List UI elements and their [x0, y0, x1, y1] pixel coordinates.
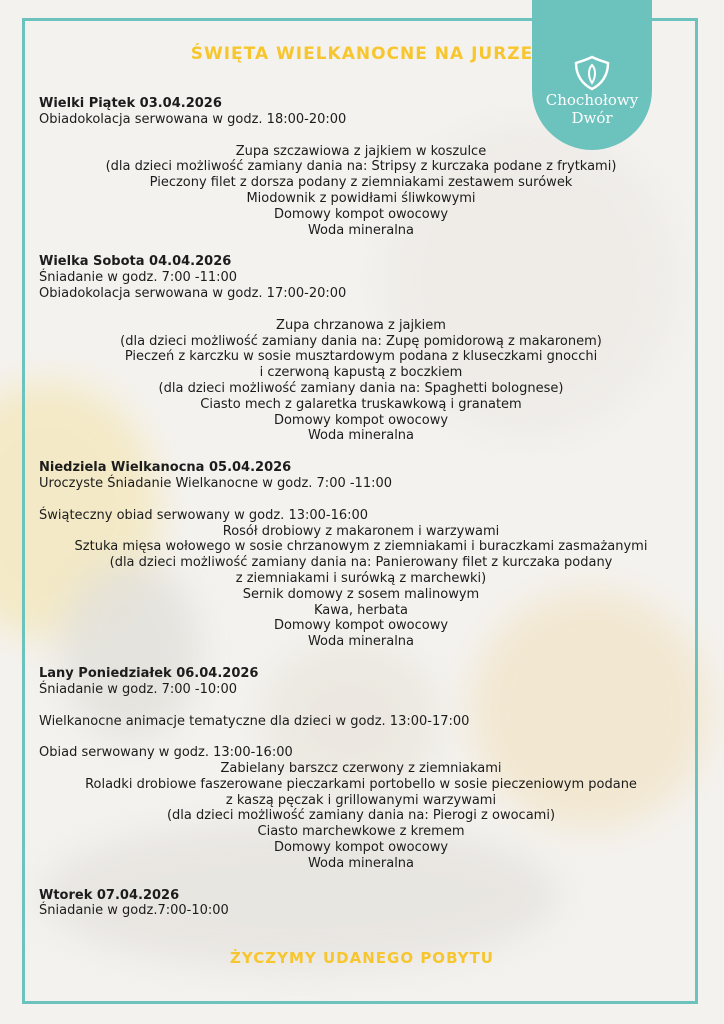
menu-item: Sztuka mięsa wołowego w sosie chrzanowym z ziemniakami i buraczkami zasmażanymi — [74, 539, 648, 555]
brand-name-line1: Chochołowy — [545, 91, 639, 109]
menu-item: Woda mineralna — [307, 428, 415, 444]
day-heading: Wielka Sobota 04.04.2026 — [39, 254, 232, 270]
menu-item: i czerwoną kapustą z boczkiem — [259, 365, 463, 381]
menu-item: Sernik domowy z sosem malinowym — [242, 586, 480, 602]
page-title: ŚWIĘTA WIELKANOCNE NA JURZE — [190, 44, 534, 64]
meal-time: Obiad serwowany w godz. 13:00-16:00 — [39, 745, 293, 761]
meal-time: Świąteczny obiad serwowany w godz. 13:00-16:00 — [39, 507, 369, 523]
menu-item: Ciasto marchewkowe z kremem — [257, 824, 465, 840]
meal-time: Obiadokolacja serwowana w godz. 17:00-20:00 — [39, 285, 347, 301]
menu-item: Rosół drobiowy z makaronem i warzywami — [222, 523, 500, 539]
day-heading: Niedziela Wielkanocna 05.04.2026 — [39, 460, 292, 476]
animations-info: Wielkanocne animacje tematyczne dla dzieci w godz. 13:00-17:00 — [39, 713, 470, 729]
menu-item: Pieczeń z karczku w sosie musztardowym podana z kluseczkami gnocchi — [124, 349, 598, 365]
menu-item: Domowy kompot owocowy — [273, 840, 449, 856]
menu-item: Pieczony filet z dorsza podany z ziemniakami zestawem surówek — [149, 175, 573, 191]
menu-item: Kawa, herbata — [314, 602, 408, 618]
menu-item: (dla dzieci możliwość zamiany dania na: Zupę pomidorową z makaronem) — [120, 333, 602, 349]
menu-item: (dla dzieci możliwość zamiany dania na: Stripsy z kurczaka podane z frytkami) — [105, 159, 617, 175]
menu-item: Zabielany barszcz czerwony z ziemniakami — [220, 761, 502, 777]
meal-time: Śniadanie w godz. 7:00 -11:00 — [39, 270, 238, 286]
menu-item: Domowy kompot owocowy — [273, 618, 449, 634]
day-heading: Wtorek 07.04.2026 — [39, 887, 180, 903]
menu-item: z kaszą pęczak i grillowanymi warzywami — [225, 792, 497, 808]
day-heading: Wielki Piątek 03.04.2026 — [39, 96, 222, 111]
day-heading: Lany Poniedziałek 06.04.2026 — [39, 665, 259, 681]
menu-content — [39, 96, 683, 919]
menu-item: (dla dzieci możliwość zamiany dania na: Pierogi z owocami) — [166, 808, 556, 824]
meal-time: Obiadokolacja serwowana w godz. 18:00-20:00 — [39, 111, 347, 127]
meal-time: Uroczyste Śniadanie Wielkanocne w godz. 7:00 -11:00 — [39, 475, 393, 491]
menu-item: Miodownik z powidłami śliwkowymi — [246, 190, 476, 206]
menu-item: Woda mineralna — [307, 855, 415, 871]
menu-item: (dla dzieci możliwość zamiany dania na: Panierowany filet z kurczaka podany — [109, 555, 613, 571]
meal-time: Śniadanie w godz.7:00-10:00 — [39, 903, 229, 919]
menu-item: Domowy kompot owocowy — [273, 412, 449, 428]
footer-wish: ŻYCZYMY UDANEGO POBYTU — [230, 949, 494, 967]
menu-item: Woda mineralna — [307, 634, 415, 650]
menu-item: (dla dzieci możliwość zamiany dania na: Spaghetti bolognese) — [158, 380, 564, 396]
menu-item: Zupa szczawiowa z jajkiem w koszulce — [235, 143, 487, 159]
menu-item: Zupa chrzanowa z jajkiem — [276, 317, 446, 333]
menu-item: Domowy kompot owocowy — [273, 206, 449, 222]
brand-name-line2: Dwór — [571, 109, 613, 127]
menu-item: Ciasto mech z galaretka truskawkową i granatem — [200, 396, 522, 412]
menu-item: Roladki drobiowe faszerowane pieczarkami portobello w sosie pieczeniowym podane — [85, 776, 637, 792]
menu-item: Woda mineralna — [307, 222, 415, 238]
menu-item: z ziemniakami i surówką z marchewki) — [235, 570, 487, 586]
meal-time: Śniadanie w godz. 7:00 -10:00 — [39, 681, 238, 697]
